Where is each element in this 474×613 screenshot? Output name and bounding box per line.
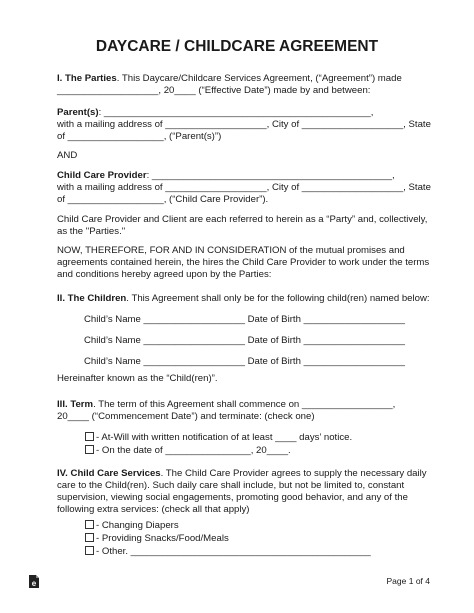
page-number: Page 1 of 4 [386,576,430,586]
provider-address-line[interactable]: with a mailing address of ___________________, City of ___________________, State [57,182,431,193]
services-option-other-label: - Other. _____________________________________________ [96,546,371,557]
checkbox-icon[interactable] [85,445,94,454]
services-heading: IV. Child Care Services [57,468,161,479]
checkbox-icon[interactable] [85,546,94,555]
parties-line-1 [57,73,402,85]
party-def-line-2: as the "Parties." [57,226,126,237]
parent-name-field[interactable]: : __________________________________________________, [98,107,374,118]
party-def-line-1: Child Care Provider and Client are each referred to herein as a “Party” and, collectively, [57,214,428,225]
checkbox-icon[interactable] [85,520,94,529]
parent-label: Parent(s) [57,107,99,118]
child-row-3[interactable]: Child’s Name ___________________ Date of Birth ___________________ [84,356,405,367]
services-option-diapers[interactable] [85,520,179,532]
parent-line-1 [57,107,373,119]
children-heading: II. The Children [57,293,127,304]
services-option-diapers-label: - Changing Diapers [96,520,179,531]
parent-address-line[interactable]: with a mailing address of ___________________, City of ___________________, State [57,119,431,130]
term-option-at-will[interactable] [85,432,352,444]
children-intro [57,293,430,305]
term-commence-field[interactable]: . The term of this Agreement shall commence on _________________, [93,399,396,410]
now-therefore-line-1: NOW, THEREFORE, FOR AND IN CONSIDERATION of the mutual promises and [57,245,405,256]
checkbox-icon[interactable] [85,533,94,542]
parties-heading: I. The Parties [57,73,117,84]
now-therefore-line-3: and conditions hereby agreed upon by the Parties: [57,269,272,280]
services-line-3: supervision, viewing social engagements, promoting good behavior, and any of the [57,492,408,503]
term-option-on-date-label: - On the date of ________________, 20____. [96,445,291,456]
child-row-2[interactable]: Child’s Name ___________________ Date of Birth ___________________ [84,335,405,346]
provider-name-field[interactable]: : _____________________________________________, [146,170,395,181]
provider-line-1 [57,170,395,182]
term-line-2[interactable]: 20____ (“Commencement Date”) and terminate: (check one) [57,411,315,422]
services-text-1: . The Child Care Provider agrees to supply the necessary daily [160,468,427,479]
services-option-other[interactable] [85,546,371,558]
term-heading: III. Term [57,399,94,410]
term-line-1 [57,399,395,411]
provider-state-line[interactable]: of __________________, (“Child Care Provider”). [57,194,269,205]
services-option-snacks[interactable] [85,533,229,545]
parties-line-2: ___________________, 20____ (“Effective Date”) made by and between: [57,85,371,96]
services-option-snacks-label: - Providing Snacks/Food/Meals [96,533,229,544]
children-intro-text: . This Agreement shall only be for the following child(ren) named below: [126,293,430,304]
parties-text: . This Daycare/Childcare Services Agreement, (“Agreement”) made [116,73,402,84]
svg-text:e: e [31,579,37,588]
parent-state-line[interactable]: of __________________, (“Parent(s)”) [57,131,222,142]
child-row-1[interactable]: Child’s Name ___________________ Date of Birth ___________________ [84,314,405,325]
term-option-at-will-label: - At-Will with written notification of at least ____ days’ notice. [96,432,353,443]
provider-label: Child Care Provider [57,170,147,181]
now-therefore-line-2: agreements contained herein, the hires the Child Care Provider to work under the terms [57,257,430,268]
children-hereinafter: Hereinafter known as the “Child(ren)”. [57,373,218,384]
checkbox-icon[interactable] [85,432,94,441]
services-line-2: care to the Child(ren). Such daily care shall include, but not be limited to, constant [57,480,405,491]
and-text: AND [57,150,78,161]
services-line-1 [57,468,427,480]
document-title: DAYCARE / CHILDCARE AGREEMENT [95,38,379,55]
eforms-logo-icon [28,574,40,589]
term-option-on-date[interactable] [85,445,291,457]
services-line-4: following extra services: (check all that apply) [57,504,250,515]
